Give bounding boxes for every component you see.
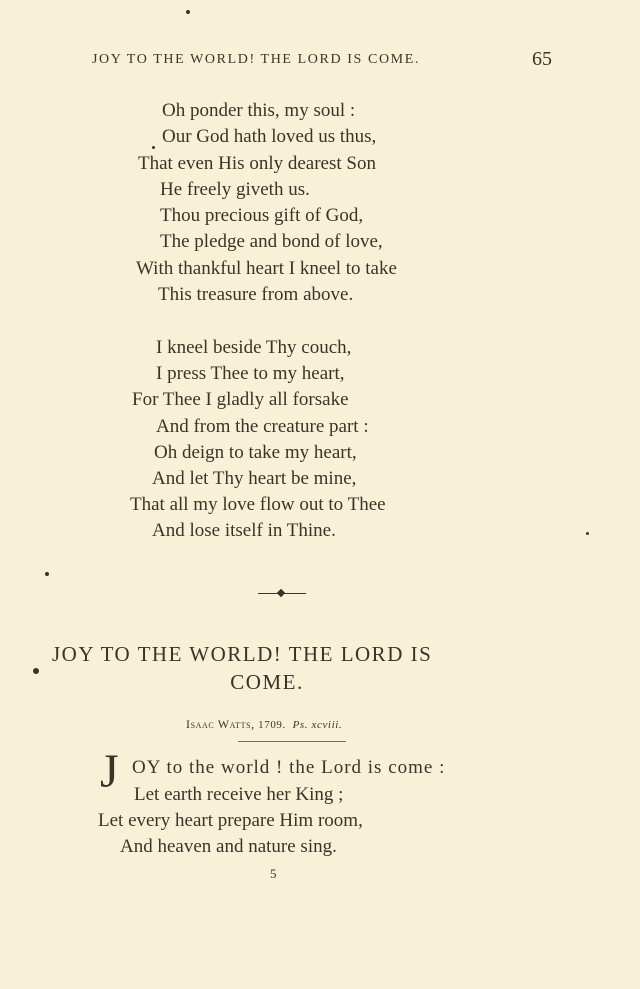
verse-line: That all my love flow out to Thee: [130, 494, 386, 515]
divider-diamond-icon: [277, 589, 285, 597]
print-speck: [586, 532, 589, 535]
verse-line: That even His only dearest Son: [138, 153, 376, 174]
verse-line: I press Thee to my heart,: [156, 363, 345, 384]
verse-line: And heaven and nature sing.: [120, 836, 337, 857]
hymn-title-line-1: JOY TO THE WORLD! THE LORD IS: [52, 642, 433, 666]
hymn-attribution: [186, 717, 342, 732]
attribution-rule: [238, 741, 346, 742]
running-header: [92, 48, 552, 70]
psalm-reference: Ps. xcviii.: [292, 719, 343, 731]
verse-line: He freely giveth us.: [160, 179, 310, 200]
print-speck: [152, 146, 155, 149]
page-number: 65: [532, 48, 552, 70]
print-speck: [186, 10, 190, 14]
verse-line: This treasure from above.: [158, 284, 354, 305]
verse-line: For Thee I gladly all forsake: [132, 389, 349, 410]
verse-line: Let earth receive her King ;: [134, 784, 344, 805]
section-divider: [258, 593, 306, 594]
running-title: JOY TO THE WORLD! THE LORD IS COME.: [92, 52, 420, 67]
verse-line: Oh ponder this, my soul :: [162, 100, 356, 121]
verse-line: And lose itself in Thine.: [152, 520, 336, 541]
drop-cap: J: [100, 745, 119, 798]
author-year: 1709.: [258, 719, 286, 731]
signature-mark: 5: [270, 866, 277, 881]
verse-line: I kneel beside Thy couch,: [156, 337, 352, 358]
verse-line: Let every heart prepare Him room,: [98, 810, 363, 831]
print-speck: [33, 668, 39, 674]
verse-line: With thankful heart I kneel to take: [136, 258, 397, 279]
verse-line: OY to the world ! the Lord is come :: [132, 757, 446, 778]
hymn-title: [52, 640, 522, 696]
verse-line: And let Thy heart be mine,: [152, 468, 357, 489]
verse-line: Thou precious gift of God,: [160, 205, 364, 226]
verse-line: The pledge and bond of love,: [160, 231, 383, 252]
print-speck: [45, 572, 49, 576]
verse-line: Oh deign to take my heart,: [154, 442, 357, 463]
verse-line: Our God hath loved us thus,: [162, 126, 377, 147]
author-name: Isaac Watts,: [186, 717, 255, 731]
verse-line: And from the creature part :: [156, 416, 369, 437]
hymn-title-line-2: COME.: [230, 670, 304, 694]
